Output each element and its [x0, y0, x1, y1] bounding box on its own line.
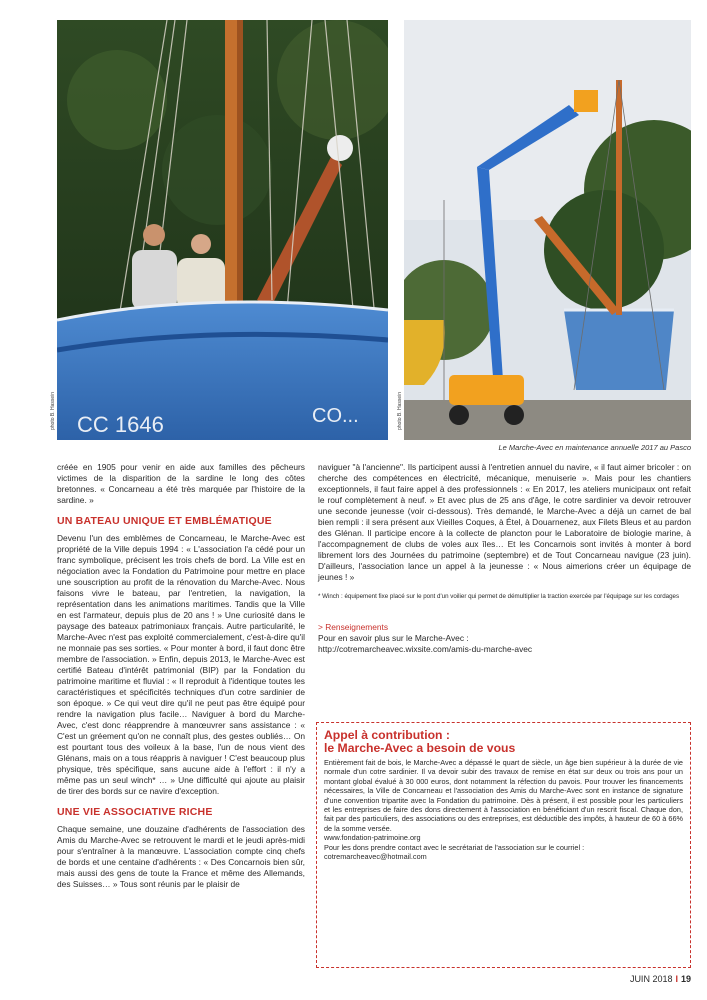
hull-name-text: CO...	[312, 405, 359, 427]
box-title-line2: le Marche-Avec a besoin de vous	[324, 741, 516, 755]
article-column-left	[57, 462, 305, 890]
article-column-right	[318, 462, 691, 655]
folio-issue: JUIN 2018	[629, 974, 673, 984]
renseignements-block	[318, 622, 691, 655]
box-paragraph: Entièrement fait de bois, le Marche-Avec a dépassé le quart de siècle, un âge bien supérieur à la durée de vie normale d'un cotre sardinier. Il va devoir subir des travaux de remise en état sur deux ou trois ans pour un montant global évalué à 30 000 euros, dont notamment la réfection du pavois. Pour trouver les financements nécessaires, la Ville de Concarneau et l'association des Amis du Marche-Avec sont en instance de signature d'une convention tripartite avec la Fondation du patrimoine. Dès à présent, il est possible pour les particuliers et les entreprises de faire des dons directement à l'association en bénéficiant d'un rescrit fiscal. Chaque don, fait par des particuliers, des associations ou des entreprises, est déductible des impôts, à hauteur de 60 à 66% de la somme versée.	[324, 758, 683, 833]
photo-caption: Le Marche-Avec en maintenance annuelle 2017 au Pasco	[498, 443, 691, 452]
page-folio	[560, 974, 691, 984]
box-email-link[interactable]: cotremarcheavec@hotmail.com	[324, 852, 427, 862]
paragraph-unique-boat: Devenu l'un des emblèmes de Concarneau, le Marche-Avec est propriété de la Ville depuis 1994 : « L'association l'a cédé pour un franc symbolique, précisent les trois chefs de bord. La Ville est en négociation avec la Fondation du Patrimoine pour mettre en place une souscription au profit de la rénovation du Marche-Avec. Nous faisons vivre le bateau, par l'entretien, la navigation, la représentation dans les animations maritimes. Tandis que la Ville en est l'armateur, depuis plus de 20 ans ! » Une curiosité dans le paysage des bateaux patrimoniaux français. Autre particularité, le Marche-Avec n'est pas exploité commercialement, c'est-à-dire qu'il ne monnaie pas ses sorties. « Pour monter à bord, il faut donc être membre de l'association. » Enfin, depuis 2013, le Marche-Avec est certifié Bateau d'intérêt patrimonial (BIP) par la Fondation du patrimoine maritime et fluvial : « Il reproduit à l'identique toutes les caractéristiques et spécificités techniques d'un cotre sardinier de son époque. » Ce qui veut dire qu'il ne peut pas être équipé pour rendre la navigation plus facile… Naviguer à bord du Marche-Avec, c'est donc réapprendre à manœuvrer sans assistance : « C'est un gréement qu'on ne connaît plus, des gestes oubliés… On est pourtant tous des voileux à la base, l'un de nous vient des Glénans, mais on a tous réappris à naviguer ! C'est beaucoup plus physique, très spécifique, sans aucune aide à l'effort : il n'y a même pas un seul winch* … » Une difficulté qui ajoute au plaisir de tirer des bords sur ce navire d'exception.	[57, 533, 305, 796]
paragraph-associative-life: Chaque semaine, une douzaine d'adhérents de l'association des Amis du Marche-Avec se retrouvent le mardi et le jeudi après-midi pour s'entraîner à la manœuvre. L'association compte cinq chefs de bords et une centaine d'adhérents : « Des Concarnois bien sûr, mais aussi des gens de toute la France et même des Allemands, des Suisses… » Tous sont réunis par le plaisir de	[57, 824, 305, 889]
box-contact-text: Pour les dons prendre contact avec le secrétariat de l'association sur le courriel :	[324, 842, 585, 852]
photo-credit-right: photo B. Hassein	[397, 391, 403, 430]
folio-page-number: 19	[680, 974, 691, 984]
renseignements-title: > Renseignements	[318, 621, 389, 632]
box-title-line1: Appel à contribution :	[324, 728, 450, 742]
renseignements-url[interactable]: http://cotremarcheavec.wixsite.com/amis-du-marche-avec	[318, 643, 533, 654]
hull-registration-text: CC 1646	[77, 412, 164, 437]
paragraph-continued: naviguer "à l'ancienne". Ils participent aussi à l'entretien annuel du navire, « il faut aimer bricoler : on cherche des compétences en électricité, mécanique, menuiserie ». Mais pour les chantiers exceptionnels, il faut faire appel à des professionnels : « En 2017, les ateliers municipaux ont refait le rouf complètement à neuf. » Et avec plus de 25 ans d'âge, le cotre sardinier va devoir retrouver une seconde jeunesse (voir ci-dessous). Très demandé, le Marche-Avec a déjà un carnet de bal bien rempli : il sera présent aux Vieilles Coques, à Étel, à Douarnenez, aux Filets Bleus et au pardon des Glénan. Il participe encore à la collecte de plancton pour le Laboratoire de biologie marine, à l'accompagnement de clubs de voles aux îles… Et les Concarnois sont invités à monter à bord librement lors des Journées du patrimoine (septembre) et de Tout Concarneau navigue (23 juin). D'ailleurs, l'association lance un appel à la jeunesse : « Nous aimerions créer un équipage de jeunes ! »	[318, 462, 691, 582]
folio-separator: I	[675, 974, 678, 984]
box-body	[324, 758, 683, 861]
photo-boat-crew	[57, 20, 388, 440]
photo-credit-left: photo B. Hassein	[50, 391, 56, 430]
renseignements-line: Pour en savoir plus sur le Marche-Avec :	[318, 632, 469, 643]
contribution-box	[316, 722, 691, 968]
photo-maintenance-lift	[404, 20, 691, 440]
box-website-link[interactable]: www.fondation-patrimoine.org	[324, 833, 421, 843]
section-heading-unique-boat: UN BATEAU UNIQUE ET EMBLÉMATIQUE	[57, 515, 272, 527]
section-heading-associative-life: UNE VIE ASSOCIATIVE RICHE	[57, 806, 213, 818]
winch-footnote: * Winch : équipement fixe placé sur le pont d'un voilier qui permet de démultiplier la traction exercée par l'équipage sur les cordages	[318, 593, 680, 600]
boat-crew-illustration	[57, 20, 388, 440]
maintenance-lift-illustration	[404, 20, 691, 440]
intro-paragraph: créée en 1905 pour venir en aide aux familles des pêcheurs victimes de la disparition de la sardine le long des côtes bretonnes. « Concarneau a été très marquée par l'histoire de la sardine. »	[57, 462, 305, 505]
